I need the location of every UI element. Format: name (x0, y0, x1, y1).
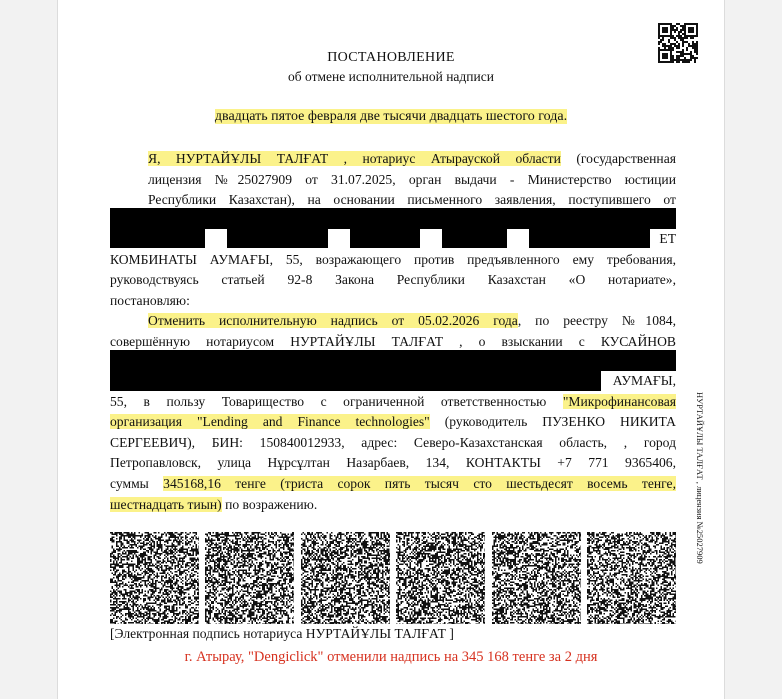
paragraph-line (110, 495, 676, 516)
paragraph-line (110, 311, 676, 332)
paragraph-line: лицензия №25027909 от 31.07.2025, орган выдачи - Министерство юстиции (148, 171, 676, 187)
line-text: 55, в пользу Товарищество с ограниченной ответственностью (110, 393, 563, 409)
side-license-note (693, 392, 707, 592)
paragraph-applicant (110, 229, 676, 311)
paragraph-intro (110, 149, 676, 211)
qr-code-icon (587, 532, 676, 624)
side-license-text: НУРТАЙҰЛЫ ТАЛҒАТ , лицензия №25027909 (695, 392, 705, 564)
qr-code-icon (396, 532, 485, 624)
qr-code-icon (110, 532, 199, 624)
paragraph-line (110, 149, 676, 170)
line-text: (руководитель ПУЗЕНКО НИКИТА (429, 414, 676, 430)
notary-highlight: Я, НУРТАЙҰЛЫ ТАЛҒАТ , нотариус Атырауской области (148, 151, 561, 166)
qr-code-icon (492, 532, 581, 624)
paragraph-line: постановляю: (110, 292, 190, 308)
paragraph-line (110, 392, 676, 413)
paragraph-details (110, 371, 676, 515)
paragraph-line: КОМБИНАТЫ АУМАҒЫ, 55, возражающего против предъявленного ему требования, (110, 251, 676, 267)
news-caption: г. Атырау, "Dengiclick" отменили надпись на 345 168 тенге за 2 дня (184, 649, 598, 665)
document-date-text: двадцать пятое февраля две тысячи двадцать шестого года. (214, 109, 568, 124)
paragraph-line: АУМАҒЫ, (612, 373, 676, 388)
paragraph-line: Республики Казахстан), на основании письменного заявления, поступившего от (148, 192, 676, 208)
paragraph-line: Петропавловск, улица Нұрсұлтан Назарбаев, 134, КОНТАКТЫ +7 771 9365406, (110, 455, 676, 471)
line-text: , по реестру №1084, (517, 313, 676, 328)
qr-code-icon (301, 532, 390, 624)
document-title: ПОСТАНОВЛЕНИЕ (327, 50, 455, 65)
creditor-highlight: "Микрофинансовая (562, 393, 676, 409)
paragraph-line: руководствуясь статьей 92-8 Закона Республики Казахстан «О нотариате», (110, 272, 676, 288)
amount-highlight: 345168,16 тенге (триста сорок пять тысяч сто шестьдесят восемь тенге, (163, 475, 676, 491)
qr-code-icon (205, 532, 294, 624)
paragraph-line (110, 474, 676, 495)
signature-qr-codes (110, 532, 676, 624)
paragraph-line: ЕТ (659, 231, 676, 246)
creditor-highlight: организация "Lending and Finance technologies" (110, 414, 430, 430)
document-page (57, 0, 725, 699)
line-text: (государственная (560, 151, 676, 166)
paragraph-line (110, 412, 676, 433)
line-text: суммы (110, 475, 164, 491)
document-subtitle: об отмене исполнительной надписи (288, 69, 494, 84)
paragraph-line: совершённую нотариусом НУРТАЙҰЛЫ ТАЛҒАТ , о взыскании с КУСАЙНОВ (110, 333, 676, 349)
electronic-signature: [Электронная подпись нотариуса НУРТАЙҰЛЫ ТАЛҒАТ ] (110, 626, 454, 641)
redaction-block (110, 350, 676, 371)
document-date (58, 109, 724, 125)
paragraph-decision (110, 311, 676, 352)
redaction-block (110, 208, 676, 229)
decision-highlight: Отменить исполнительную надпись от 05.02.2026 года (148, 313, 518, 328)
paragraph-line: СЕРГЕЕВИЧ), БИН: 150840012933, адрес: Северо-Казахстанская область, , город (110, 434, 676, 450)
line-text: по возражению. (221, 496, 318, 512)
amount-highlight: шестнадцать тиын) (110, 496, 222, 512)
